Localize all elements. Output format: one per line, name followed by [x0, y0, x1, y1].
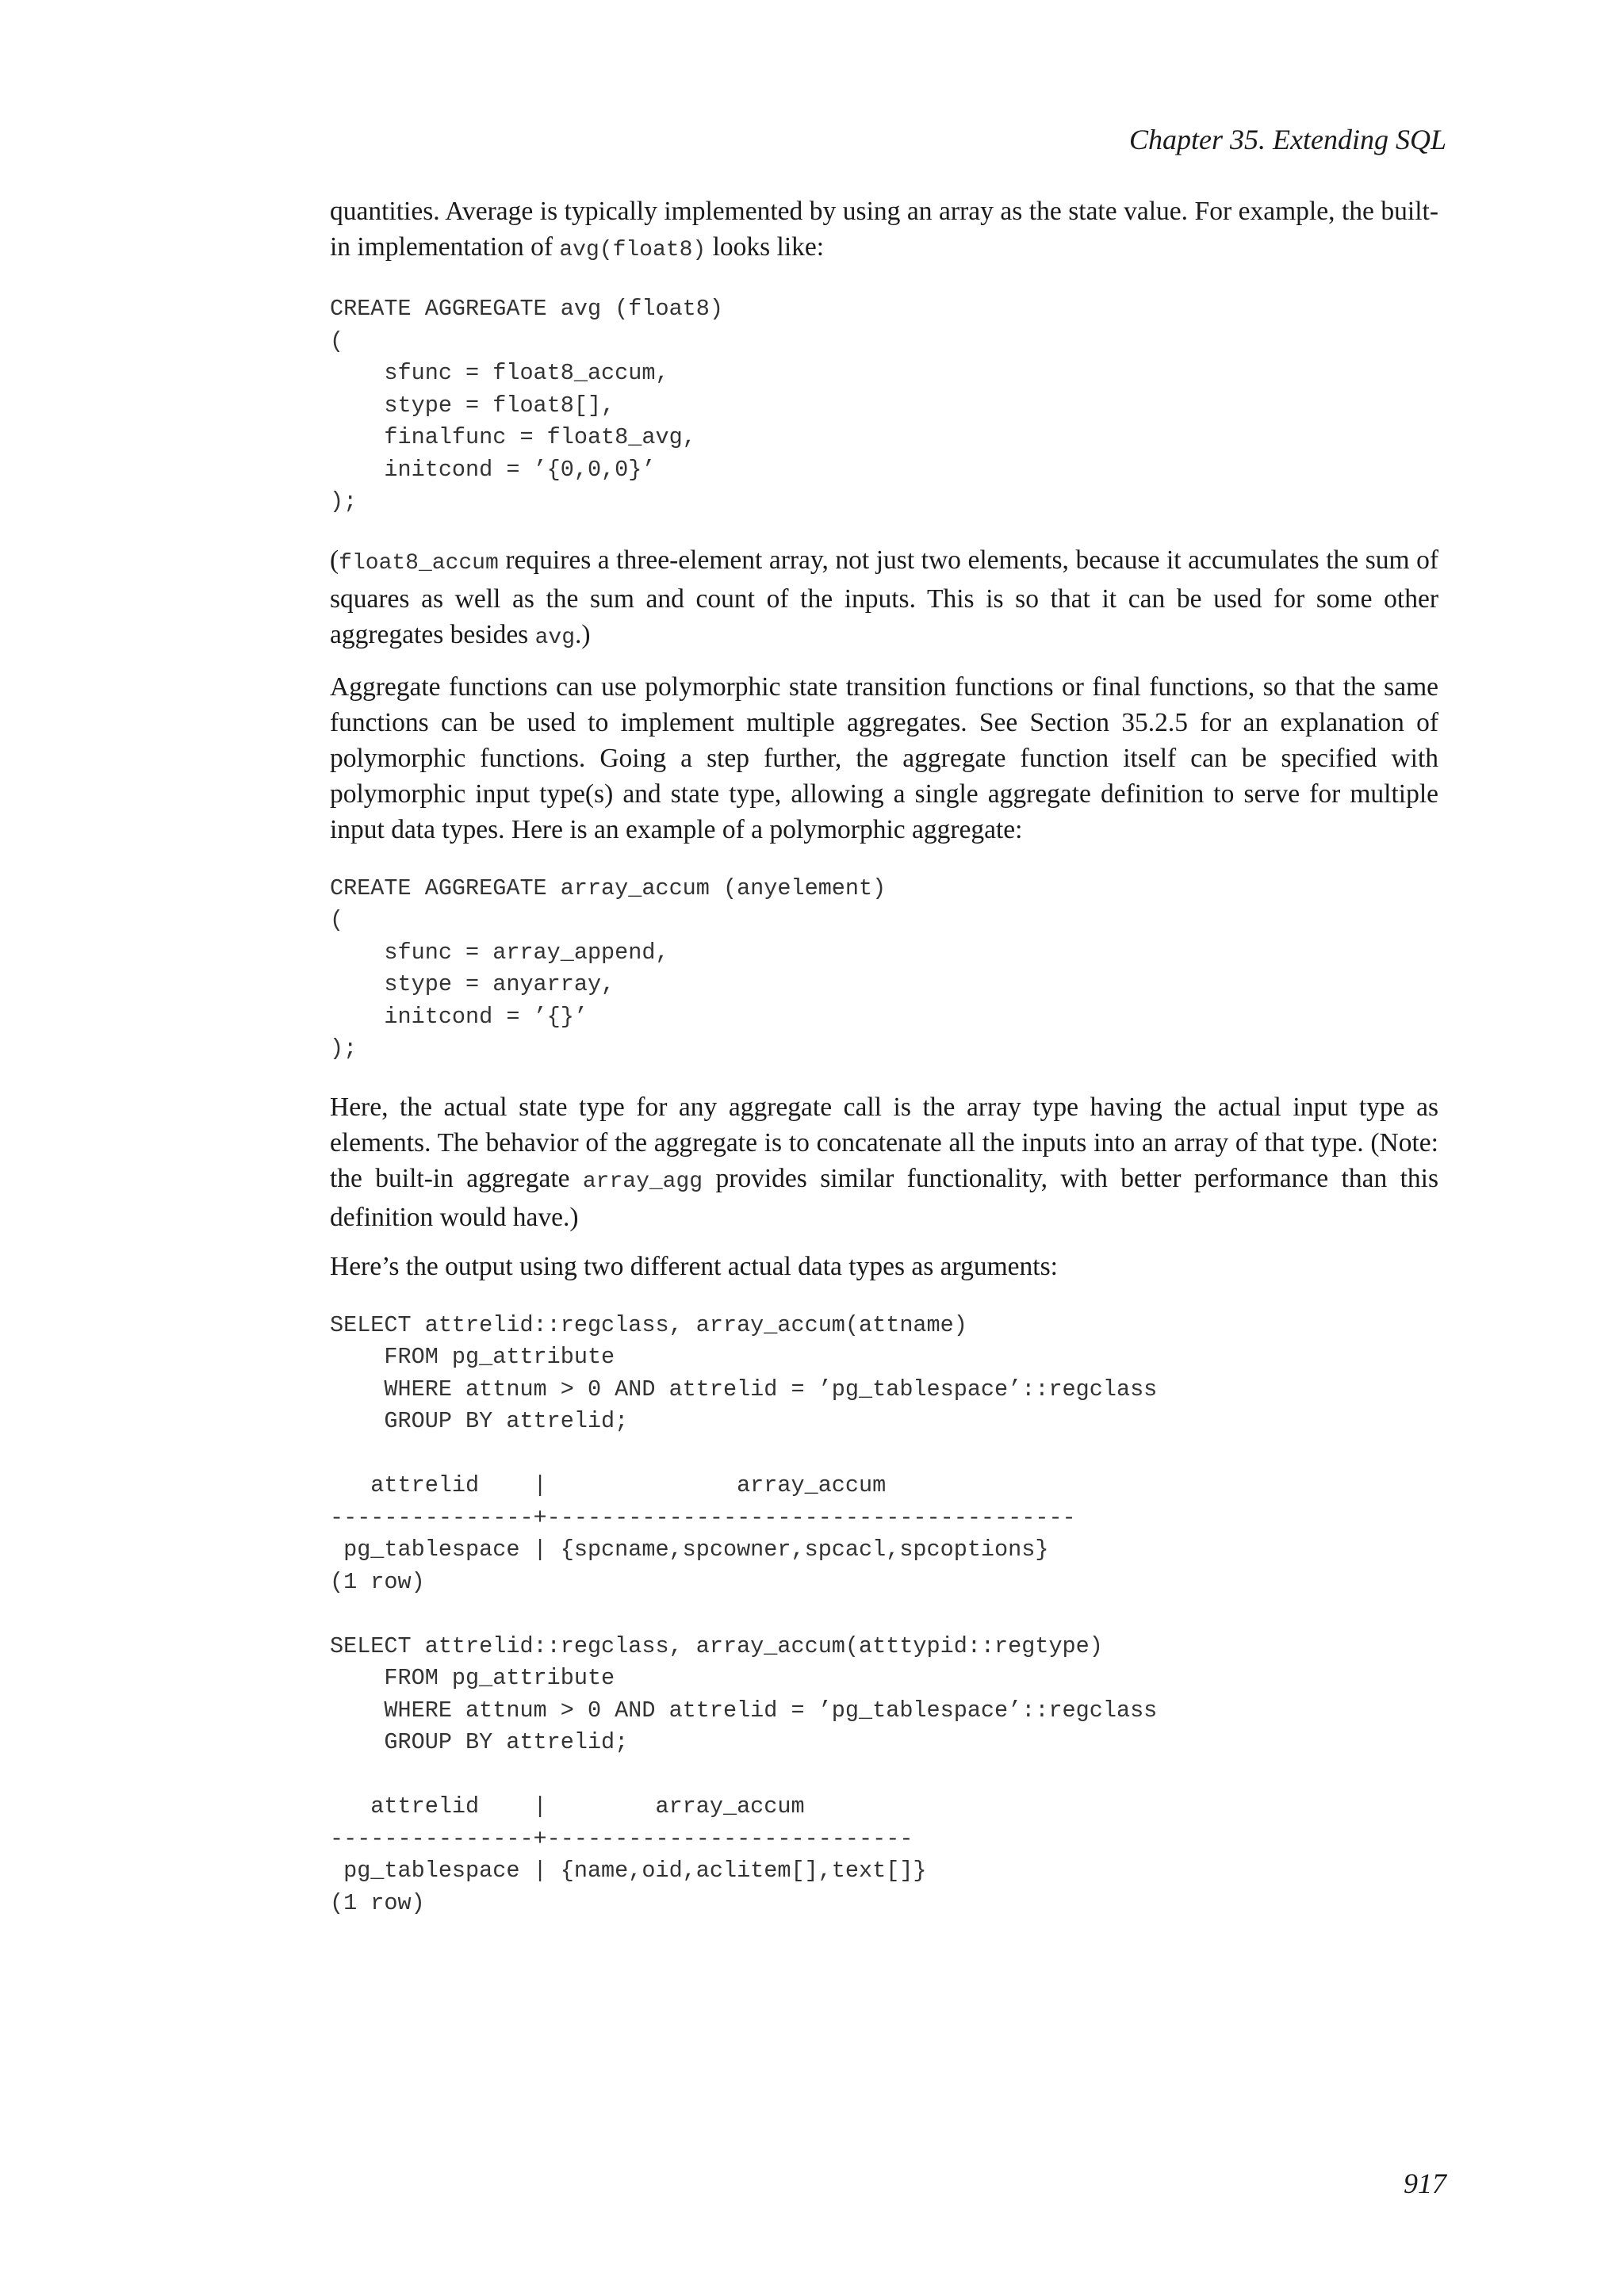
- paragraph-float8-accum-note: [330, 542, 1438, 656]
- paragraph-text: (: [330, 545, 339, 575]
- page-number: 917: [1404, 2168, 1446, 2199]
- inline-code-avg-float8: avg(float8): [559, 238, 707, 262]
- code-block-avg-aggregate: CREATE AGGREGATE avg (float8) ( sfunc = float8_accum, stype = float8[], finalfunc = float8_avg, initcond = ’{0,0,0}’ );: [330, 296, 723, 515]
- paragraph-text: looks like:: [706, 232, 825, 262]
- inline-code-array-agg: array_agg: [582, 1169, 703, 1194]
- paragraph-average-intro: [330, 193, 1438, 268]
- paragraph-text: Here, the actual state type for any aggregate call is the array type having the actual input type as elements. The behavior of the aggregate is to concatenate all the inputs into an array of that type. (Note: the built-in aggregate: [330, 1092, 1438, 1193]
- paragraph-text: provides similar functionality, with better performance than this definition would have.): [330, 1163, 1438, 1232]
- inline-code-avg: avg: [534, 625, 576, 650]
- inline-code-float8-accum: float8_accum: [339, 550, 499, 576]
- paragraph-state-type-explanation: [330, 1089, 1438, 1235]
- code-block-array-accum-aggregate: CREATE AGGREGATE array_accum (anyelement) ( sfunc = array_append, stype = anyarray, initcond = ’{}’ );: [330, 874, 887, 1062]
- paragraph-text: quantities. Average is typically implemented by using an array as the state value. For example, the built-in implementation of: [330, 197, 1438, 262]
- paragraph-text: .): [575, 619, 591, 649]
- code-block-query-output: SELECT attrelid::regclass, array_accum(attname) FROM pg_attribute WHERE attnum > 0 AND attrelid = ’pg_tablespace’::regclass GROUP BY attrelid; attrelid | array_accum ---------------+--------------------------------------- pg_tablespace | {spcname,spcowner,spcacl,spcoptions} (1 row) SELECT attrelid::regclass, array_accum(atttypid::regtype) FROM pg_attribute WHERE attnum > 0 AND attrelid = ’pg_tablespace’::regclass GROUP BY attrelid; attrelid | array_accum ---------------+--------------------------- pg_tablespace | {name,oid,aclitem[],text[]} (1 row): [330, 1311, 1158, 1916]
- paragraph-output-intro: Here’s the output using two different actual data types as arguments:: [330, 1251, 1058, 1281]
- paragraph-polymorphic-functions: Aggregate functions can use polymorphic state transition functions or final functions, so that the same functions can be used to implement multiple aggregates. See Section 35.2.5 for an explanation of polymorphic functions. Going a step further, the aggregate function itself can be specified with polymorphic input type(s) and state type, allowing a single aggregate definition to serve for multiple input data types. Here is an example of a polymorphic aggregate:: [330, 672, 1438, 844]
- running-header: Chapter 35. Extending SQL: [1129, 124, 1446, 155]
- page-body: [330, 193, 1438, 1919]
- paragraph-text: requires a three-element array, not just two elements, because it accumulates the sum of squares as well as the sum and count of the inputs. This is so that it can be used for some other aggregates besides: [330, 545, 1438, 649]
